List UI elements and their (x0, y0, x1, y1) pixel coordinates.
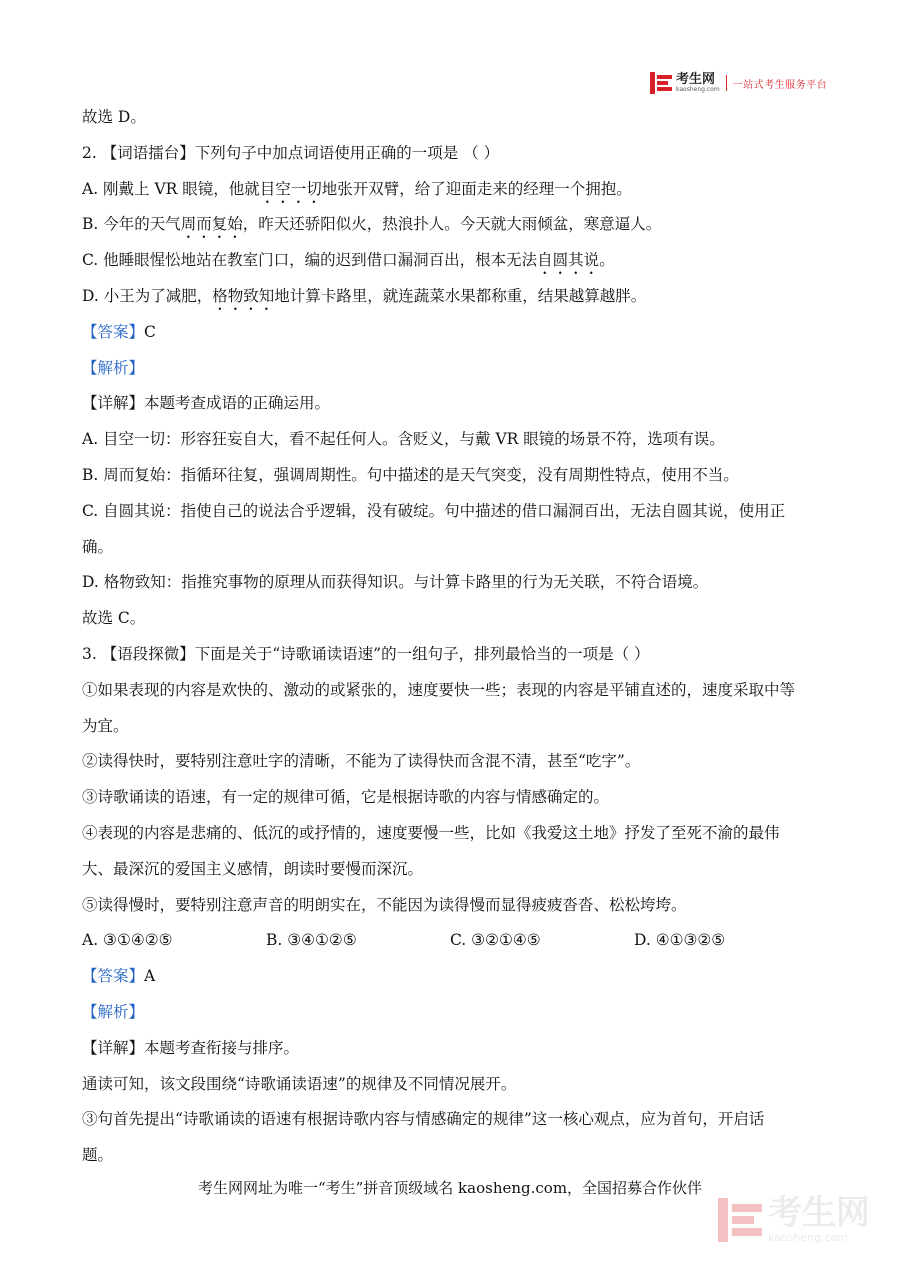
analysis-tag: 【解析】 (82, 1002, 145, 1021)
sentence-1: ①如果表现的内容是欢快的、激动的或紧张的，速度要快一些；表现的内容是平铺直述的，速度采取中等 (82, 680, 796, 699)
kaosheng-logo-icon (650, 72, 672, 94)
detail-line: 【详解】本题考查成语的正确运用。 (82, 394, 331, 413)
answer-value: A (144, 967, 156, 986)
answer-tag: 【答案】 (82, 967, 145, 986)
sentence-5: ⑤读得慢时，要特别注意声音的明朗实在，不能因为读得慢而显得疲疲沓沓、松松垮垮。 (82, 895, 687, 914)
explanation-c: C. 自圆其说：指使自己的说法合乎逻辑，没有破绽。句中描述的借口漏洞百出，无法自圆其说，使用正 (82, 501, 786, 520)
watermark-domain: kaosheng.com (768, 1231, 849, 1244)
answer-line-2 (82, 315, 822, 351)
option-b: B. ③④①②⑤ (266, 931, 357, 950)
logo-divider (726, 75, 727, 91)
paragraph-2: ③句首先提出“诗歌诵读的语速有根据诗歌内容与情感确定的规律”这一核心观点，应为首句，开启话 (82, 1110, 765, 1129)
document-body (82, 100, 822, 1174)
explanation-b: B. 周而复始：指循环往复，强调周期性。句中描述的是天气突变，没有周期性特点，使用不当。 (82, 465, 739, 484)
logo-slogan: 一站式考生服务平台 (732, 79, 828, 91)
prev-answer-line: 故选 D。 (82, 108, 146, 126)
question-3-options (82, 923, 822, 959)
dotted-word: 周而复始 (180, 215, 243, 234)
page-footer: 考生网网址为唯一“考生”拼音顶级域名 kaosheng.com，全国招募合作伙伴 (197, 1179, 703, 1197)
dotted-word: 自圆其说 (537, 251, 600, 270)
answer-line-3 (82, 959, 822, 995)
answer-tag: 【答案】 (82, 322, 145, 341)
question-2-option-c: C. 他睡眼惺忪地站在教室门口，编的迟到借口漏洞百出，根本无法自圆其说。 (82, 251, 615, 270)
sentence-3: ③诗歌诵读的语速，有一定的规律可循，它是根据诗歌的内容与情感确定的。 (82, 788, 610, 807)
sentence-4: ④表现的内容是悲痛的、低沉的或抒情的，速度要慢一些，比如《我爱这土地》抒发了至死不渝的最伟 (82, 823, 780, 842)
detail-line: 【详解】本题考查衔接与排序。 (82, 1038, 300, 1057)
explanation-c-cont: 确。 (82, 537, 114, 556)
sentence-2: ②读得快时，要特别注意吐字的清晰，不能为了读得快而含混不清，甚至“吃字”。 (82, 752, 641, 771)
option-a: A. ③①④②⑤ (82, 931, 173, 950)
question-2-option-a: A. 刚戴上 VR 眼镜，他就目空一切地张开双臂，给了迎面走来的经理一个拥抱。 (82, 179, 632, 198)
question-2-option-d: D. 小王为了减肥，格物致知地计算卡路里，就连蔬菜水果都称重，结果越算越胖。 (82, 286, 647, 305)
option-d: D. ④①③②⑤ (634, 931, 726, 950)
watermark-name: 考生网 (768, 1193, 870, 1233)
question-3-stem: 3. 【语段探微】下面是关于“诗歌诵读语速”的一组句子，排列最恰当的一项是（ ） (82, 644, 650, 663)
kaosheng-watermark-icon (718, 1198, 762, 1242)
paragraph-1: 通读可知，该文段围绕“诗歌诵读语速”的规律及不同情况展开。 (82, 1074, 517, 1093)
paragraph-2-cont: 题。 (82, 1146, 114, 1165)
header-logo (650, 72, 827, 94)
dotted-word: 格物致知 (212, 286, 275, 305)
option-c: C. ③②①④⑤ (450, 931, 541, 950)
choose-c-line: 故选 C。 (82, 609, 146, 628)
answer-value: C (144, 322, 156, 341)
dotted-word: 目空一切 (259, 179, 322, 198)
question-2-option-b: B. 今年的天气周而复始，昨天还骄阳似火，热浪扑人。今天就大雨倾盆，寒意逼人。 (82, 215, 662, 234)
explanation-d: D. 格物致知：指推究事物的原理从而获得知识。与计算卡路里的行为无关联，不符合语境。 (82, 573, 709, 592)
analysis-tag: 【解析】 (82, 358, 145, 377)
question-2-stem: 2. 【词语擂台】下列句子中加点词语使用正确的一项是 （ ） (82, 143, 500, 162)
logo-domain: kaosheng.com (676, 86, 720, 93)
watermark (718, 1193, 870, 1244)
explanation-a: A. 目空一切：形容狂妄自大，看不起任何人。含贬义，与戴 VR 眼镜的场景不符，选项有误。 (82, 430, 725, 449)
sentence-4-cont: 大、最深沉的爱国主义感情，朗读时要慢而深沉。 (82, 859, 424, 878)
logo-name: 考生网 (676, 72, 716, 87)
sentence-1-cont: 为宜。 (82, 716, 129, 735)
